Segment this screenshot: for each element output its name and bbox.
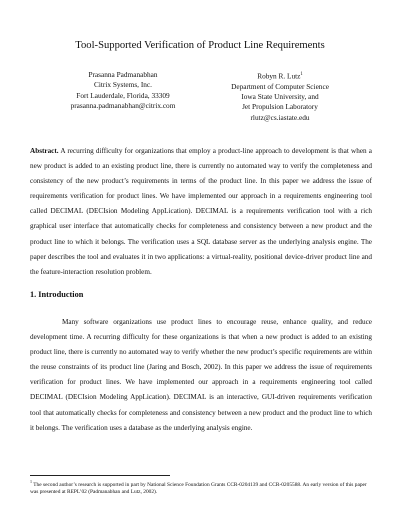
author-name: Prasanna Padmanabhan [88, 70, 158, 79]
author-affiliation: Citrix Systems, Inc. [94, 80, 152, 90]
author-affiliation: Department of Computer Science [231, 81, 329, 91]
author-block-2 [205, 70, 355, 123]
abstract [30, 144, 372, 280]
author-email: rlutz@cs.iastate.edu [250, 112, 310, 122]
footnote-text: The second author’s research is supported in part by National Science Foundation Grants CCR-0204139 and CCR-0205588. An early version of this paper was presented at REPL’02 (Padmanabhan and Lutz, 2002). [30, 481, 367, 496]
footnote-divider [30, 475, 170, 476]
author-email: prasanna.padmanabhan@citrix.com [70, 100, 176, 110]
author-name: Robyn R. Lutz [257, 71, 301, 81]
author-name-line [205, 70, 355, 82]
abstract-label: Abstract. [30, 147, 59, 155]
author-location: Fort Lauderdale, Florida, 33309 [76, 90, 170, 100]
paper-title: Tool-Supported Verification of Product Line Requirements [75, 40, 325, 51]
section-heading: 1. Introduction [30, 290, 84, 299]
author-extra-affiliation: Jet Propulsion Laboratory [242, 102, 318, 112]
footnote [30, 478, 372, 496]
footnote-mark: 1 [30, 479, 32, 484]
intro-paragraph: Many software organizations use product lines to encourage reuse, enhance quality, and reduce development time. A recurring difficulty for these organizations is that when a new product is added to an existing product line, there is currently no automated way to verify whether the new product’s specific requirements are within the reuse constraints of its product line (Jaring and Bosch, 2002). In this paper we address the issue of requirements verification for product lines. We have implemented our approach in a requirements engineering tool called DECIMAL (DECIsion Modeling AppLication). DECIMAL is an interactive, GUI-driven requirements verification tool that automatically checks for completeness and consistency between a new product and the product line to which it belongs. The verification uses a database as the underlying analysis engine. [30, 318, 372, 432]
author-location: Iowa State University, and [241, 92, 319, 102]
footnote-mark: 1 [300, 72, 303, 77]
author-block-1 [48, 70, 198, 111]
abstract-text: A recurring difficulty for organizations that employ a product-line approach to development is that when a new product is added to an existing product line, there is currently no automated way to verify the completeness and consistency of the new product’s requirements in terms of the product line. In this paper we address the issue of requirements verification for product lines. We have implemented our approach in a requirements engineering tool called DECIMAL (DECIsion Modeling AppLication). DECIMAL is a requirements verification tool with a rich graphical user interface that automatically checks for completeness and consistency between a new product and the product line to which it belongs. The verification uses a SQL database server as the underlying analysis engine. The paper describes the tool and evaluates it in two applications: a virtual-reality, positional device-driver product line and the feature-interaction resolution problem. [30, 147, 372, 276]
